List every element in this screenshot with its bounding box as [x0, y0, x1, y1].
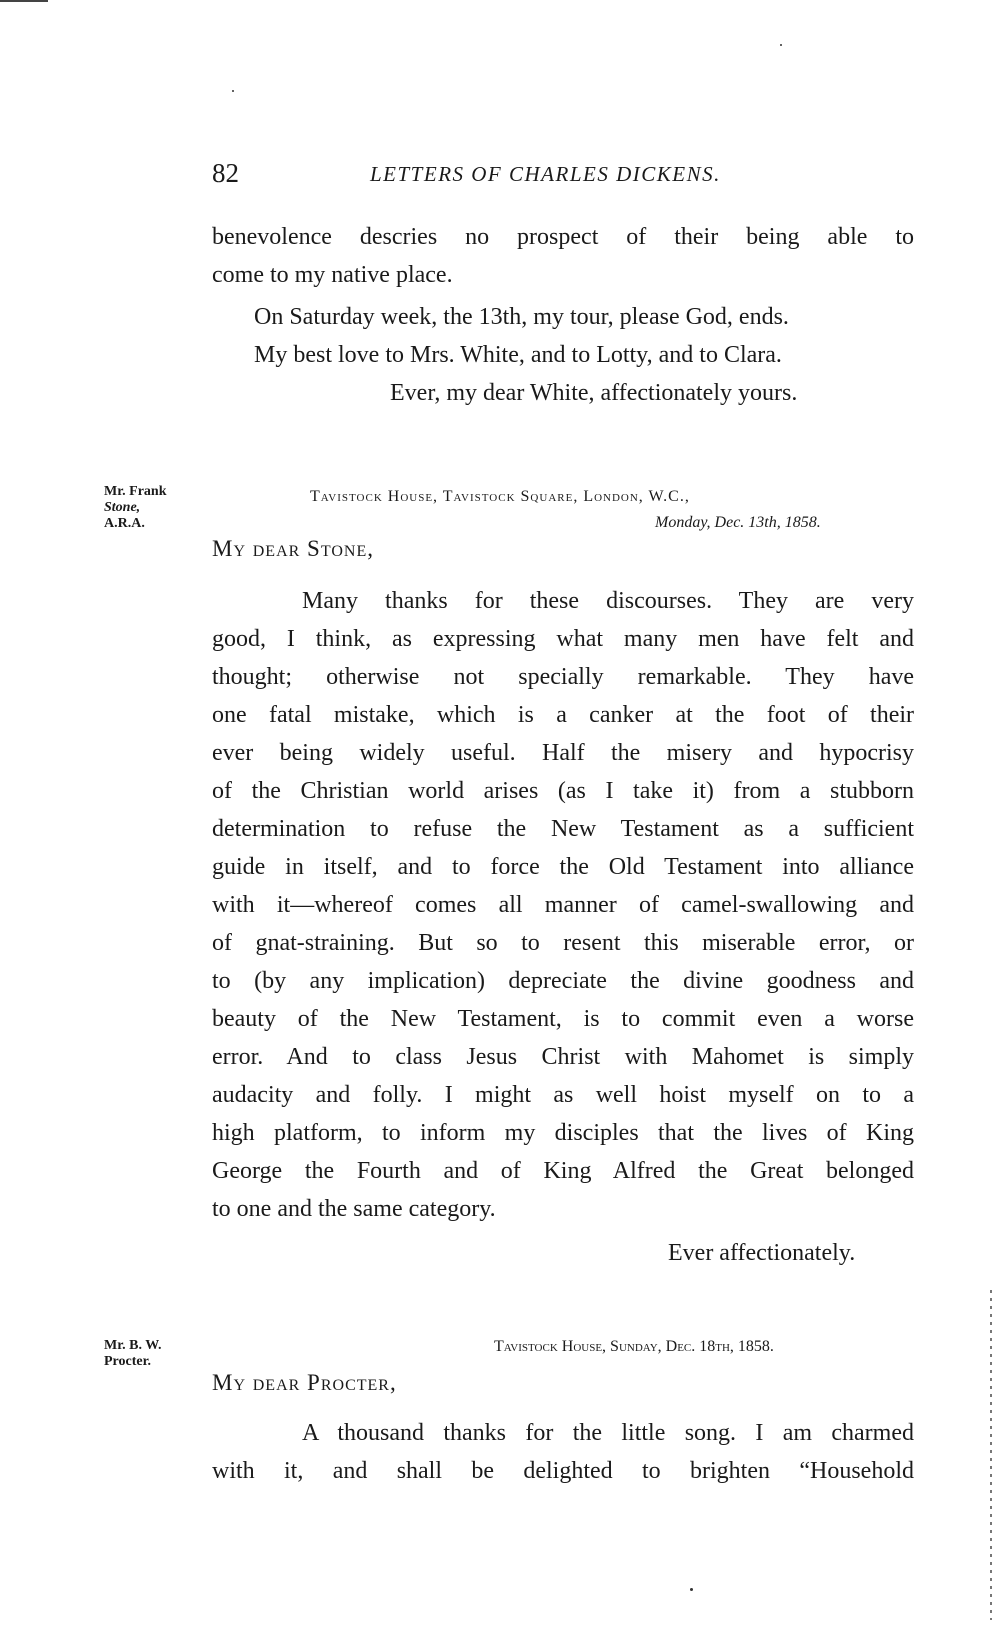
letter2-address: Tavistock House, Tavistock Square, London, W.C.,	[310, 488, 690, 505]
letter1-line-3: On Saturday week, the 13th, my tour, please God, ends.	[254, 304, 789, 330]
letter2-body-line: George the Fourth and of King Alfred the Great belonged	[212, 1158, 914, 1184]
letter2-body-line: thought; otherwise not specially remarkable. They have	[212, 664, 914, 690]
scan-speck	[690, 1588, 693, 1591]
letter2-body-line: to one and the same category.	[212, 1196, 496, 1222]
letter1-line-4: My best love to Mrs. White, and to Lotty, and to Clara.	[254, 342, 782, 368]
letter2-body-line: Many thanks for these discourses. They are very	[302, 588, 914, 614]
letter2-body-line: of the Christian world arises (as I take it) from a stubborn	[212, 778, 914, 804]
letter1-line-1: benevolence descries no prospect of their being able to	[212, 224, 914, 250]
recipient-note-line: Procter.	[104, 1354, 152, 1369]
letter2-body-line: to (by any implication) depreciate the divine goodness and	[212, 968, 914, 994]
letter2-body-line: of gnat-straining. But so to resent this miserable error, or	[212, 930, 914, 956]
recipient-note-line: Mr. B. W.	[104, 1338, 162, 1353]
letter2-salutation: My dear Stone,	[212, 536, 374, 561]
letter3-body-line: A thousand thanks for the little song. I am charmed	[302, 1420, 914, 1446]
letter2-body-line: determination to refuse the New Testament as a sufficient	[212, 816, 914, 842]
letter2-body-line: one fatal mistake, which is a canker at the foot of their	[212, 702, 914, 728]
letter2-body-line: audacity and folly. I might as well hoist myself on to a	[212, 1082, 914, 1108]
scan-edge-artifact	[990, 1290, 992, 1620]
letter2-body-line: beauty of the New Testament, is to commit even a worse	[212, 1006, 914, 1032]
letter3-body-line: with it, and shall be delighted to brighten “Household	[212, 1458, 914, 1484]
letter1-line-2: come to my native place.	[212, 262, 453, 288]
letter2-body-line: error. And to class Jesus Christ with Mahomet is simply	[212, 1044, 914, 1070]
letter2-body-line: high platform, to inform my disciples that the lives of King	[212, 1120, 914, 1146]
letter3-salutation: My dear Procter,	[212, 1370, 397, 1395]
page-number: 82	[212, 158, 239, 188]
letter2-body-line: ever being widely useful. Half the misery and hypocrisy	[212, 740, 914, 766]
letter2-date: Monday, Dec. 13th, 1858.	[655, 514, 821, 531]
recipient-note-line: A.R.A.	[104, 516, 145, 531]
letter3-address-date: Tavistock House, Sunday, Dec. 18th, 1858.	[494, 1338, 774, 1355]
scan-speck	[232, 90, 234, 92]
letter2-body-line: with it—whereof comes all manner of camel-swallowing and	[212, 892, 914, 918]
recipient-note-line: Stone,	[104, 500, 141, 515]
recipient-note-stone	[104, 484, 166, 532]
letter2-body-line: good, I think, as expressing what many men have felt and	[212, 626, 914, 652]
scan-speck	[780, 44, 782, 46]
letter1-closing: Ever, my dear White, affectionately yours.	[390, 380, 798, 406]
letter2-body-line: guide in itself, and to force the Old Testament into alliance	[212, 854, 914, 880]
scan-artifact-rule	[0, 0, 48, 2]
running-title: LETTERS OF CHARLES DICKENS.	[370, 162, 721, 186]
letter2-closing: Ever affectionately.	[668, 1240, 856, 1266]
recipient-note-procter	[104, 1338, 161, 1370]
recipient-note-line: Mr. Frank	[104, 484, 167, 499]
